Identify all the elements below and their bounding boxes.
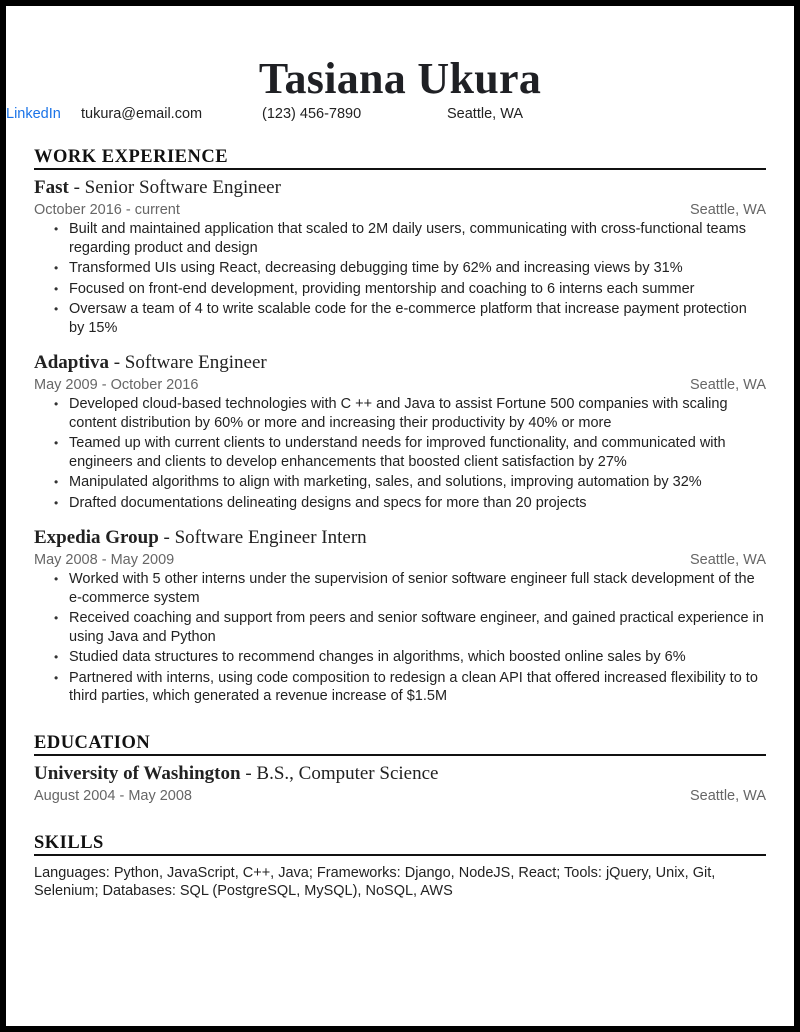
job-location: Seattle, WA bbox=[689, 202, 766, 218]
job-title-line bbox=[34, 351, 766, 375]
job-title: Senior Software Engineer bbox=[84, 177, 281, 198]
degree: B.S., Computer Science bbox=[256, 762, 439, 784]
resume-content bbox=[34, 146, 766, 901]
job-entry bbox=[34, 176, 766, 337]
job-bullets bbox=[34, 395, 766, 512]
work-experience-section bbox=[34, 146, 766, 706]
bullet-item: • Focused on front-end development, providing mentorship and coaching to 6 interns each summer bbox=[69, 280, 766, 299]
job-bullets bbox=[34, 220, 766, 337]
bullet-item: • Built and maintained application that scaled to 2M daily users, communicating with cross-functional teams regarding product and design bbox=[69, 220, 766, 257]
candidate-name: Tasiana Ukura bbox=[258, 54, 542, 103]
bullet-item: • Transformed UIs using React, decreasing debugging time by 62% and increasing views by 31% bbox=[69, 259, 766, 278]
bullet-item: • Oversaw a team of 4 to write scalable code for the e-commerce platform that increase payment protection by 15% bbox=[69, 300, 766, 337]
job-title-line bbox=[34, 526, 766, 550]
job-title-line bbox=[34, 176, 766, 200]
linkedin-link[interactable]: LinkedIn bbox=[6, 106, 61, 122]
bullet-item: • Studied data structures to recommend changes in algorithms, which boosted online sales by 6% bbox=[69, 648, 766, 667]
company-name: Adaptiva bbox=[34, 352, 109, 373]
section-heading-skills: SKILLS bbox=[34, 832, 766, 856]
location: Seattle, WA bbox=[447, 106, 524, 122]
education-location: Seattle, WA bbox=[689, 787, 766, 804]
education-section bbox=[34, 732, 766, 806]
resume-page bbox=[6, 6, 794, 1026]
education-dates: August 2004 - May 2008 bbox=[34, 787, 192, 804]
bullet-item: • Partnered with interns, using code composition to redesign a clean API that offered increased flexibility to to third parties, which generated a revenue increase of $1.5M bbox=[69, 669, 766, 706]
contact-info bbox=[6, 106, 794, 126]
job-dates: May 2008 - May 2009 bbox=[34, 552, 175, 568]
section-heading-work-experience: WORK EXPERIENCE bbox=[34, 146, 766, 170]
company-name: Expedia Group bbox=[34, 527, 159, 548]
section-heading-education: EDUCATION bbox=[34, 732, 766, 756]
email: tukura@email.com bbox=[81, 106, 203, 122]
bullet-item: • Developed cloud-based technologies with C ++ and Java to assist Fortune 500 companies with scaling content distribution by 60% or more and increasing their productivity by 40% or more bbox=[69, 395, 766, 432]
job-location: Seattle, WA bbox=[689, 552, 766, 568]
bullet-item: • Manipulated algorithms to align with marketing, sales, and solutions, improving automation by 32% bbox=[69, 473, 766, 492]
job-location: Seattle, WA bbox=[689, 377, 766, 393]
job-entry bbox=[34, 526, 766, 706]
education-entry bbox=[34, 762, 766, 806]
title-separator: - bbox=[158, 527, 175, 548]
bullet-item: • Drafted documentations delineating designs and specs for more than 20 projects bbox=[69, 494, 766, 513]
school-name: University of Washington bbox=[34, 762, 241, 784]
job-meta bbox=[34, 375, 766, 395]
skills-section bbox=[34, 832, 766, 901]
job-meta bbox=[34, 200, 766, 220]
job-title: Software Engineer bbox=[124, 352, 267, 373]
phone: (123) 456-7890 bbox=[262, 106, 362, 122]
job-bullets bbox=[34, 570, 766, 706]
education-title-line bbox=[34, 762, 766, 786]
company-name: Fast bbox=[34, 177, 69, 198]
title-separator: - bbox=[68, 177, 85, 198]
job-meta bbox=[34, 550, 766, 570]
bullet-item: • Worked with 5 other interns under the supervision of senior software engineer full stack development of the e-commerce system bbox=[69, 570, 766, 607]
education-meta bbox=[34, 786, 766, 806]
job-dates: October 2016 - current bbox=[34, 202, 180, 218]
bullet-item: • Received coaching and support from peers and senior software engineer, and gained practical experience in using Java and Python bbox=[69, 609, 766, 646]
title-separator: - bbox=[240, 762, 257, 784]
job-dates: May 2009 - October 2016 bbox=[34, 377, 199, 393]
job-title: Software Engineer Intern bbox=[174, 527, 367, 548]
title-separator: - bbox=[108, 352, 125, 373]
job-entry bbox=[34, 351, 766, 512]
skills-text: Languages: Python, JavaScript, C++, Java; Frameworks: Django, NodeJS, React; Tools: jQuery, Unix, Git, Selenium; Databases: SQL (PostgreSQL, MySQL), NoSQL, AWS bbox=[34, 864, 716, 899]
bullet-item: • Teamed up with current clients to understand needs for improved functionality, and communicated with engineers and clients to develop enhancements that boosted client satisfaction by 27% bbox=[69, 434, 766, 471]
